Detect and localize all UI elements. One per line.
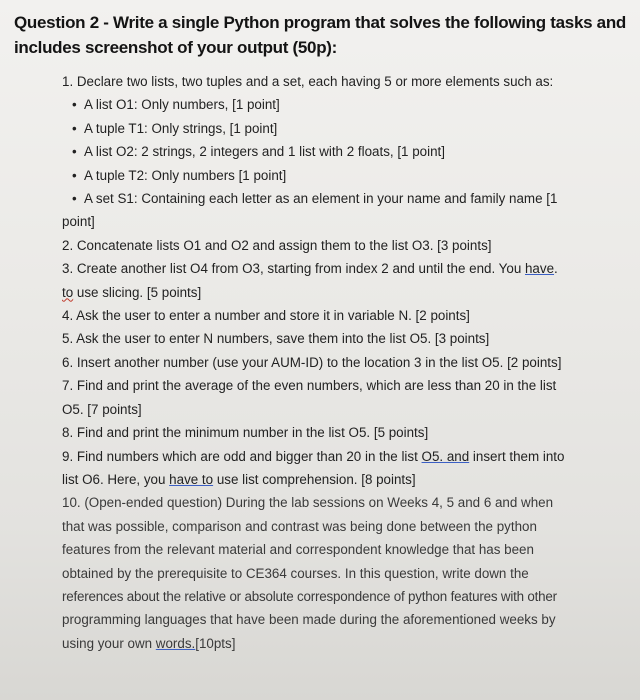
underlined-word: words.: [155, 635, 196, 651]
task-item-7-cont: O5. [7 points]: [62, 401, 142, 417]
task-item-10-line: that was possible, comparison and contrast was being done between the python: [62, 518, 537, 534]
sub-item-list-o1: • A list O1: Only numbers, [1 point]: [62, 93, 617, 116]
sub-item-tuple-t1: • A tuple T1: Only strings, [1 point]: [62, 117, 617, 140]
underlined-word: have: [524, 261, 555, 277]
bullet: •: [72, 97, 77, 113]
task-item-3-cont: to use slicing. [5 points]: [62, 284, 202, 300]
bullet: •: [72, 167, 77, 183]
task-item-10-line: references about the relative or absolute correspondence of python features with other: [62, 588, 557, 604]
task-item-8: 8. Find and print the minimum number in the list O5. [5 points]: [62, 425, 429, 441]
sub-item-tuple-t2: • A tuple T2: Only numbers [1 point]: [62, 164, 617, 187]
underlined-word: O5. and: [421, 448, 470, 464]
underlined-word: have to: [169, 471, 214, 487]
task-item-9-cont: list O6. Here, you have to use list comprehension. [8 points]: [62, 471, 416, 487]
bullet: •: [72, 191, 77, 207]
task-item-1: 1. Declare two lists, two tuples and a set, each having 5 or more elements such as:: [62, 74, 554, 89]
underlined-word: to: [62, 284, 74, 300]
task-item-10-line: 10. (Open-ended question) During the lab sessions on Weeks 4, 5 and 6 and when: [62, 495, 554, 511]
task-item-10-line: obtained by the prerequisite to CE364 courses. In this question, write down the: [62, 565, 529, 581]
sub-item-set-s1-cont: point]: [62, 214, 95, 230]
task-item-5: 5. Ask the user to enter N numbers, save them into the list O5. [3 points]: [62, 331, 490, 347]
sub-item-set-s1: • A set S1: Containing each letter as an element in your name and family name [1: [62, 187, 617, 210]
task-item-10: [62, 491, 617, 655]
task-item-10-line: programming languages that have been made during the aforementioned weeks by: [62, 612, 556, 628]
question-title: Question 2 - Write a single Python program that solves the following tasks and includes screenshot of your output (50p):: [14, 13, 627, 57]
bullet: •: [72, 144, 77, 160]
task-item-2: 2. Concatenate lists O1 and O2 and assign them to the list O3. [3 points]: [62, 237, 492, 253]
task-item-6: 6. Insert another number (use your AUM-ID) to the location 3 in the list O5. [2 points]: [62, 354, 562, 370]
task-item-7: 7. Find and print the average of the even numbers, which are less than 20 in the list: [62, 378, 557, 394]
task-list: [62, 70, 617, 655]
sub-item-list-o2: • A list O2: 2 strings, 2 integers and 1 list with 2 floats, [1 point]: [62, 140, 617, 163]
task-item-9: 9. Find numbers which are odd and bigger than 20 in the list O5. and insert them into: [62, 448, 565, 464]
task-item-10-line: using your own words.[10pts]: [62, 635, 236, 651]
task-item-3: 3. Create another list O4 from O3, starting from index 2 and until the end. You have.: [62, 261, 558, 277]
bullet: •: [72, 120, 77, 136]
task-item-10-line: features from the relevant material and correspondent knowledge that has been: [62, 542, 534, 558]
task-item-4: 4. Ask the user to enter a number and store it in variable N. [2 points]: [62, 308, 470, 324]
